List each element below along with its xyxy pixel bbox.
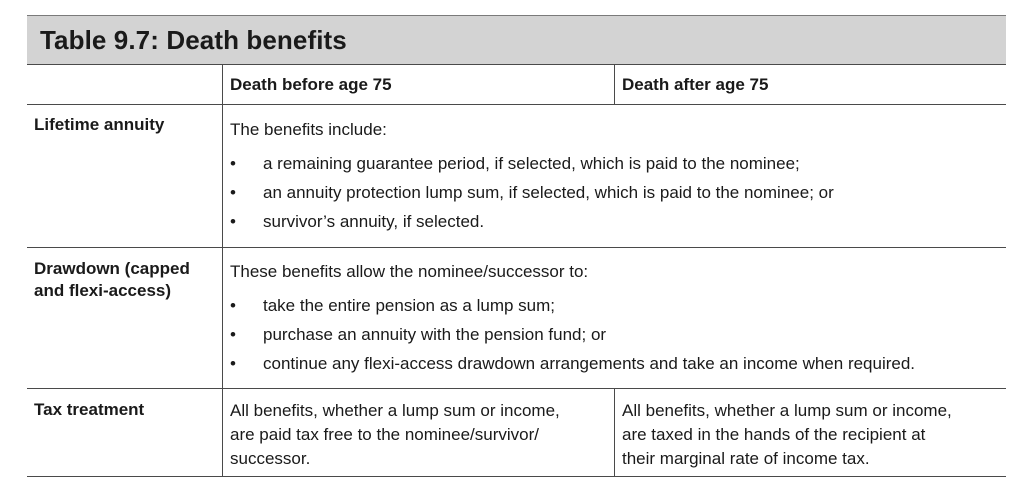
row-label-drawdown-line1: Drawdown (capped [34,259,190,278]
table-title: Table 9.7: Death benefits [40,24,347,55]
header-after-75: Death after age 75 [614,65,1006,104]
table-row-drawdown [27,248,1006,389]
header-empty-cell [27,65,222,104]
list-item: • survivor’s annuity, if selected. [230,212,485,231]
row-label-tax-treatment: Tax treatment [34,400,145,419]
lifetime-annuity-bullets [230,153,1006,240]
drawdown-intro: These benefits allow the nominee/successor to: [230,262,589,281]
row-label-drawdown [27,248,222,388]
header-before-75: Death before age 75 [222,65,614,104]
list-item: • take the entire pension as a lump sum; [230,296,555,315]
table-row-tax-treatment [27,389,1006,477]
tax-after-75: All benefits, whether a lump sum or income, are taxed in the hands of the recipient at their marginal rate of income tax. [614,389,1006,476]
list-item: • an annuity protection lump sum, if selected, which is paid to the nominee; or [230,183,834,202]
list-item: • continue any flexi-access drawdown arrangements and take an income when required. [230,354,916,373]
table-title-bar [27,15,1006,65]
bullet-icon: • [230,325,236,344]
list-item: • purchase an annuity with the pension fund; or [230,325,607,344]
row-label-lifetime-annuity: Lifetime annuity [34,115,165,134]
bullet-icon: • [230,212,236,231]
table-row-lifetime-annuity [27,105,1006,248]
bullet-icon: • [230,183,236,202]
death-benefits-table [27,15,1006,477]
drawdown-bullets [230,295,1006,382]
list-item: • a remaining guarantee period, if selected, which is paid to the nominee; [230,154,800,173]
lifetime-annuity-intro: The benefits include: [230,120,387,139]
row-label-drawdown-line2: and flexi-access) [34,281,172,300]
bullet-icon: • [230,154,236,173]
drawdown-content [222,248,1006,388]
bullet-icon: • [230,354,236,373]
bullet-icon: • [230,296,236,315]
tax-before-75: All benefits, whether a lump sum or income, are paid tax free to the nominee/survivor/ successor. [222,389,614,476]
lifetime-annuity-content [222,105,1006,247]
header-row [27,65,1006,105]
